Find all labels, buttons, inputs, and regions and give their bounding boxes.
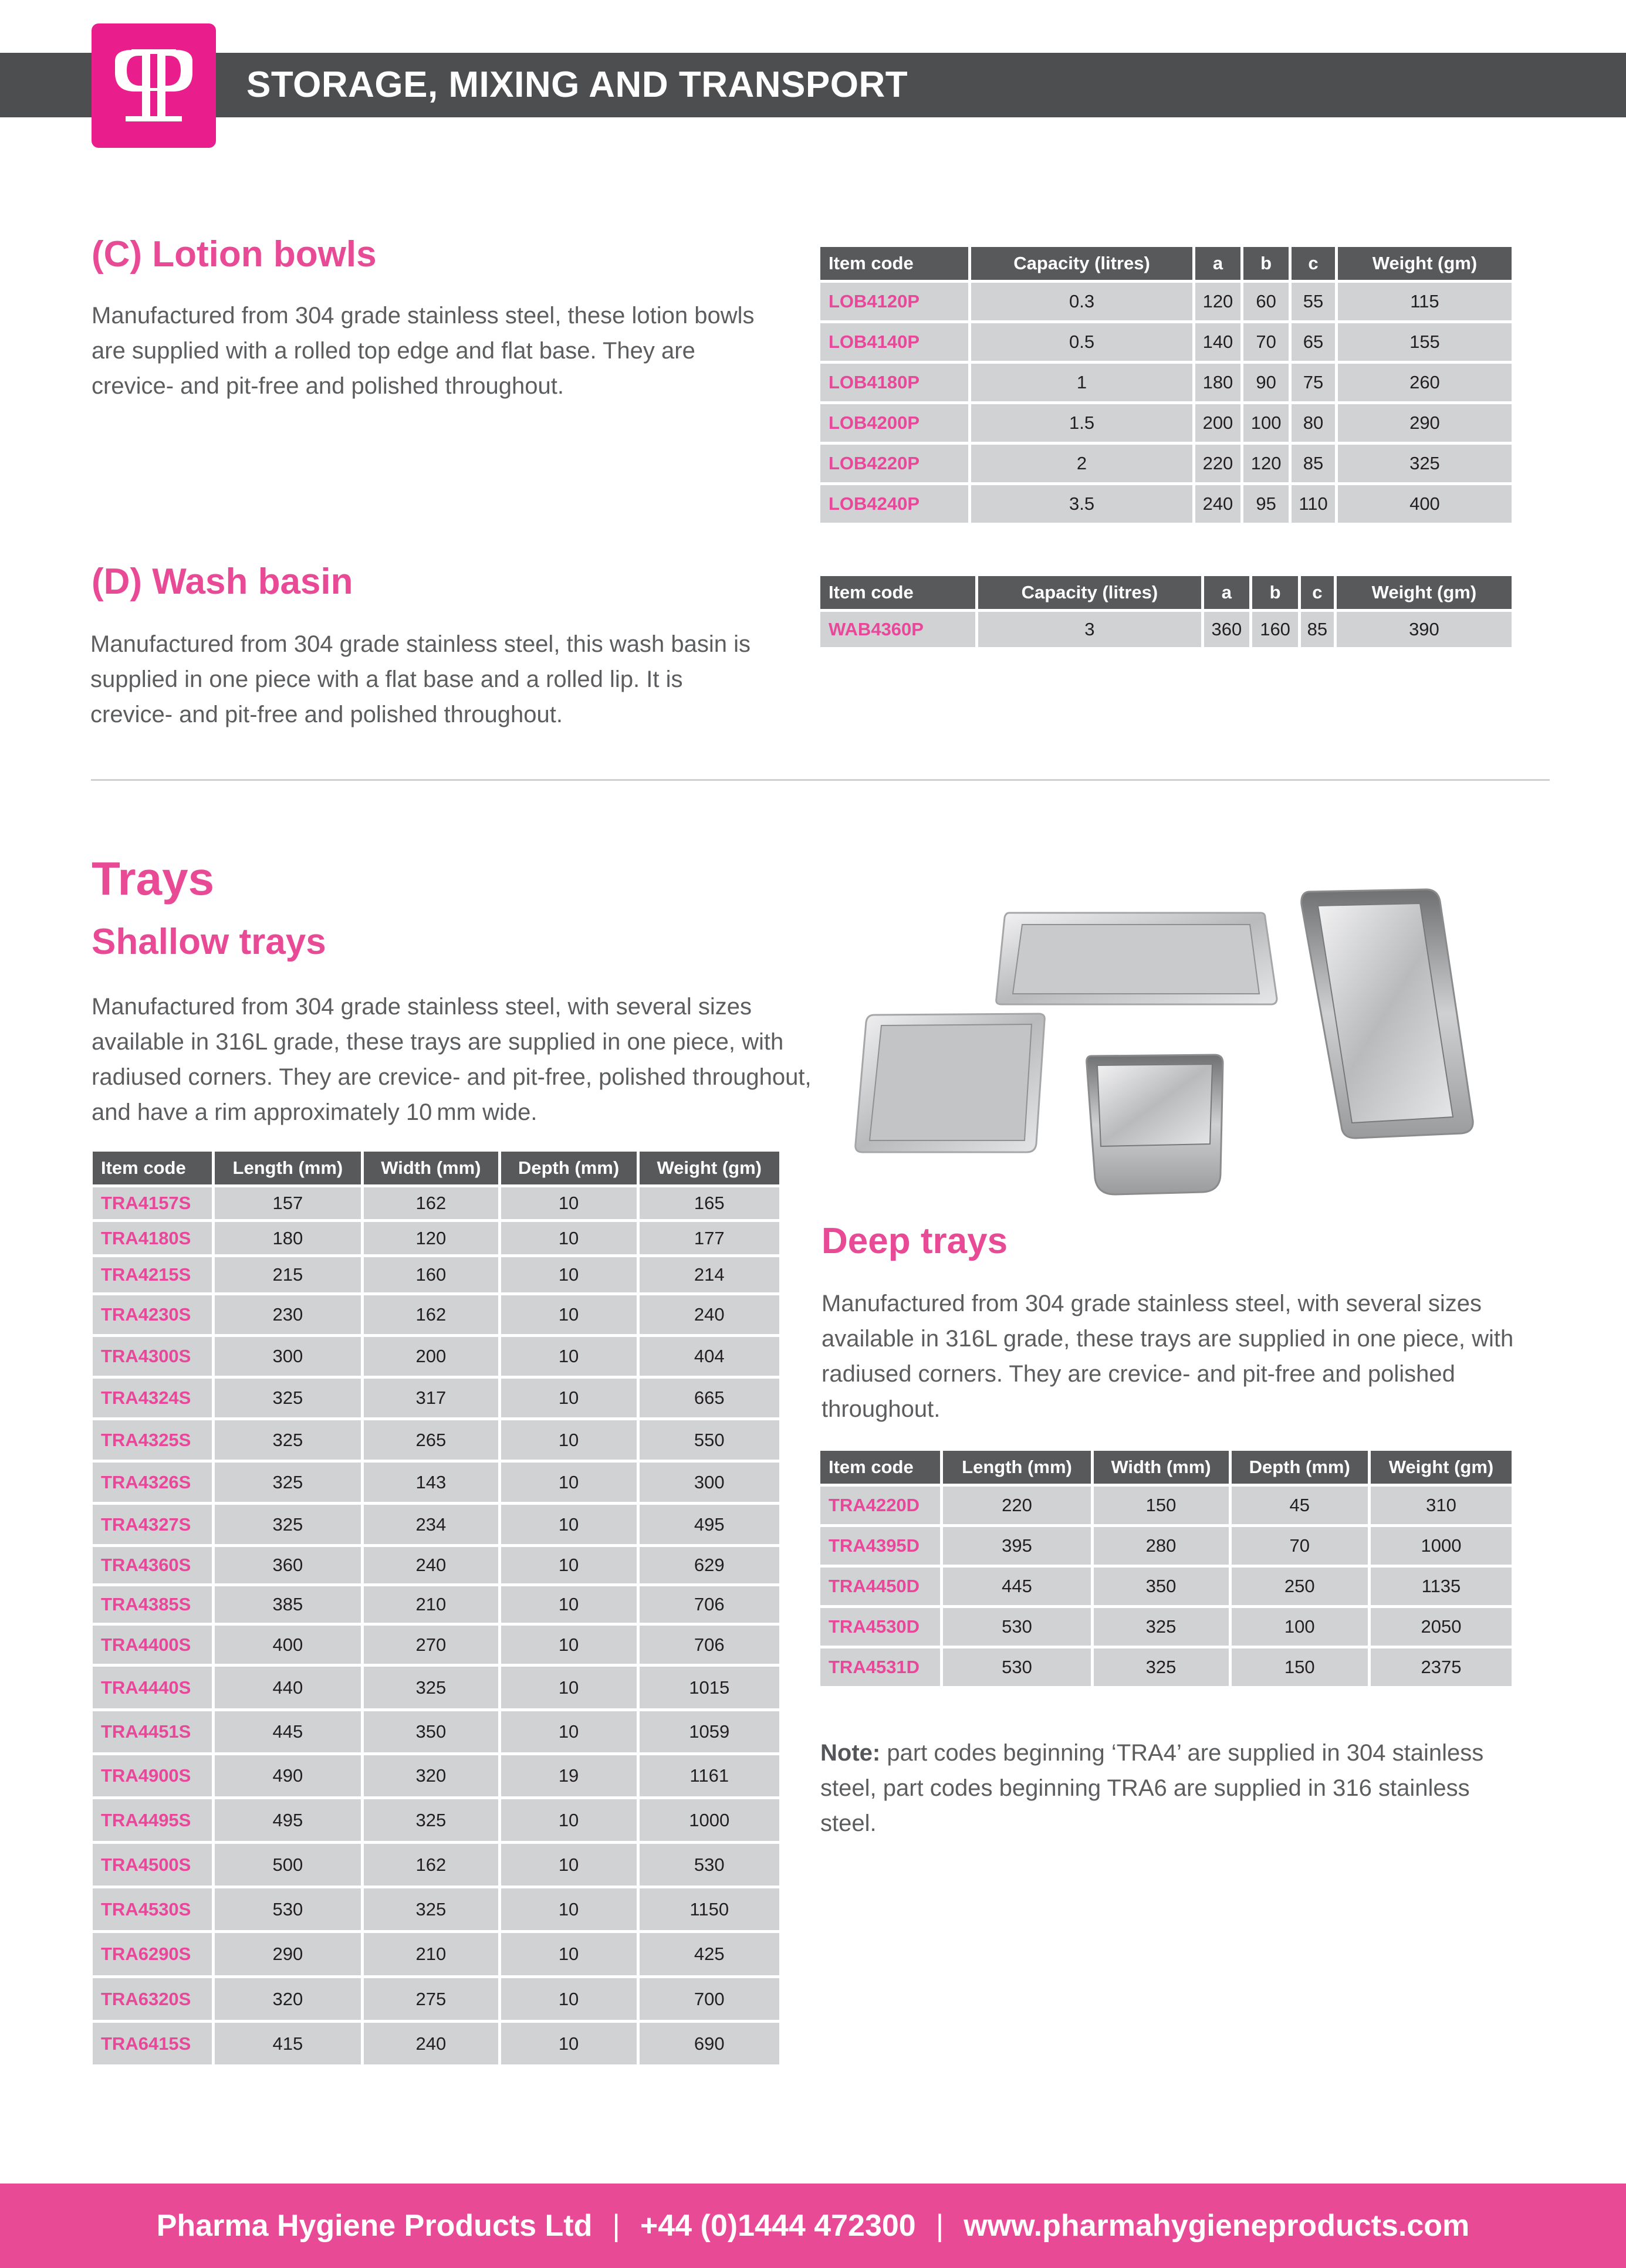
column-header: b <box>1243 247 1289 280</box>
value-cell: 10 <box>501 1844 637 1886</box>
value-cell: 240 <box>1195 485 1240 523</box>
column-header: Weight (gm) <box>1337 576 1512 609</box>
table-row <box>93 1257 779 1292</box>
shallow-trays-description: Manufactured from 304 grade stainless steel, with several sizes available in 316L grade, these trays are supplied in one piece, with radiused corners. They are crevice- and pit-free, polished throughout, and have a rim approximately 10 mm wide. <box>92 994 812 1125</box>
deep-tray-small <box>1087 1055 1223 1194</box>
table-row <box>820 364 1512 401</box>
deep-trays-heading: Deep trays <box>822 1221 1008 1261</box>
table-row <box>93 1187 779 1219</box>
value-cell: 80 <box>1292 404 1335 442</box>
value-cell: 1059 <box>640 1711 780 1752</box>
value-cell: 325 <box>215 1463 361 1502</box>
value-cell: 160 <box>1252 612 1298 647</box>
value-cell: 425 <box>640 1933 780 1975</box>
column-header: a <box>1204 576 1250 609</box>
value-cell: 325 <box>215 1505 361 1544</box>
value-cell: 10 <box>501 1586 637 1623</box>
value-cell: 10 <box>501 1626 637 1664</box>
value-cell: 2 <box>971 445 1192 482</box>
value-cell: 325 <box>215 1420 361 1460</box>
value-cell: 690 <box>640 2023 780 2064</box>
value-cell: 10 <box>501 1711 637 1752</box>
item-code-cell: TRA6415S <box>93 2023 212 2064</box>
value-cell: 400 <box>215 1626 361 1664</box>
value-cell: 0.3 <box>971 283 1192 320</box>
value-cell: 1000 <box>640 1799 780 1841</box>
table-row <box>820 445 1512 482</box>
value-cell: 200 <box>1195 404 1240 442</box>
value-cell: 325 <box>364 1888 498 1930</box>
item-code-cell: TRA4530D <box>820 1608 940 1646</box>
value-cell: 260 <box>1338 364 1512 401</box>
item-code-cell: TRA4440S <box>93 1667 212 1708</box>
value-cell: 90 <box>1243 364 1289 401</box>
value-cell: 1150 <box>640 1888 780 1930</box>
table-row <box>93 1667 779 1708</box>
item-code-cell: TRA4450D <box>820 1568 940 1605</box>
table-row <box>93 1505 779 1544</box>
wash-basin-table <box>817 573 1515 650</box>
column-header: c <box>1301 576 1334 609</box>
value-cell: 2050 <box>1371 1608 1512 1646</box>
lotion-bowls-table <box>817 244 1515 526</box>
column-header: b <box>1252 576 1298 609</box>
footer-company: Pharma Hygiene Products Ltd <box>156 2209 593 2243</box>
value-cell: 10 <box>501 1222 637 1254</box>
value-cell: 10 <box>501 1379 637 1417</box>
item-code-cell: TRA4157S <box>93 1187 212 1219</box>
value-cell: 85 <box>1292 445 1335 482</box>
note-label: Note: <box>820 1740 881 1766</box>
value-cell: 0.5 <box>971 323 1192 361</box>
column-header: Item code <box>820 247 968 280</box>
value-cell: 95 <box>1243 485 1289 523</box>
column-header: Item code <box>820 576 975 609</box>
table-row <box>820 1608 1512 1646</box>
table-row <box>820 612 1512 647</box>
value-cell: 10 <box>501 1547 637 1583</box>
column-header: Width (mm) <box>1094 1451 1229 1484</box>
value-cell: 10 <box>501 1337 637 1376</box>
footer-separator: | <box>612 2209 620 2243</box>
value-cell: 1 <box>971 364 1192 401</box>
table-row <box>93 1933 779 1975</box>
value-cell: 280 <box>1094 1527 1229 1565</box>
value-cell: 230 <box>215 1295 361 1334</box>
value-cell: 150 <box>1094 1487 1229 1524</box>
value-cell: 495 <box>640 1505 780 1544</box>
value-cell: 10 <box>501 1257 637 1292</box>
value-cell: 325 <box>1094 1608 1229 1646</box>
value-cell: 530 <box>943 1648 1090 1686</box>
value-cell: 300 <box>215 1337 361 1376</box>
value-cell: 325 <box>364 1799 498 1841</box>
value-cell: 3 <box>978 612 1201 647</box>
value-cell: 10 <box>501 1667 637 1708</box>
table-row <box>93 1379 779 1417</box>
table-row <box>93 1295 779 1334</box>
value-cell: 162 <box>364 1295 498 1334</box>
value-cell: 210 <box>364 1586 498 1623</box>
table-header-row <box>93 1152 779 1184</box>
item-code-cell: TRA4327S <box>93 1505 212 1544</box>
value-cell: 210 <box>364 1933 498 1975</box>
value-cell: 530 <box>215 1888 361 1930</box>
value-cell: 325 <box>1094 1648 1229 1686</box>
value-cell: 177 <box>640 1222 780 1254</box>
column-header: c <box>1292 247 1335 280</box>
table-row <box>820 1568 1512 1605</box>
value-cell: 325 <box>364 1667 498 1708</box>
value-cell: 115 <box>1338 283 1512 320</box>
value-cell: 10 <box>501 1978 637 2020</box>
column-header: Length (mm) <box>943 1451 1090 1484</box>
value-cell: 120 <box>1243 445 1289 482</box>
item-code-cell: TRA4395D <box>820 1527 940 1565</box>
value-cell: 162 <box>364 1844 498 1886</box>
footer-phone[interactable]: +44 (0)1444 472300 <box>640 2209 916 2243</box>
table-row <box>820 1527 1512 1565</box>
trays-heading: Trays <box>92 852 215 905</box>
item-code-cell: TRA4326S <box>93 1463 212 1502</box>
value-cell: 290 <box>1338 404 1512 442</box>
item-code-cell: TRA4215S <box>93 1257 212 1292</box>
item-code-cell: TRA4180S <box>93 1222 212 1254</box>
value-cell: 85 <box>1301 612 1334 647</box>
column-header: Weight (gm) <box>1338 247 1512 280</box>
value-cell: 180 <box>1195 364 1240 401</box>
item-code-cell: TRA4451S <box>93 1711 212 1752</box>
value-cell: 10 <box>501 1187 637 1219</box>
table-row <box>93 1888 779 1930</box>
table-header-row <box>820 576 1512 609</box>
item-code-cell: TRA6290S <box>93 1933 212 1975</box>
value-cell: 100 <box>1243 404 1289 442</box>
value-cell: 70 <box>1243 323 1289 361</box>
value-cell: 10 <box>501 1505 637 1544</box>
wash-basin-description: Manufactured from 304 grade stainless steel, this wash basin is supplied in one piece with a flat base and a rolled lip. It is crevice- and pit-free and polished throughout. <box>90 631 751 727</box>
value-cell: 155 <box>1338 323 1512 361</box>
footer-contact <box>0 2184 1626 2268</box>
footer-separator: | <box>935 2209 944 2243</box>
item-code-cell: TRA4230S <box>93 1295 212 1334</box>
value-cell: 445 <box>215 1711 361 1752</box>
value-cell: 10 <box>501 1420 637 1460</box>
table-row <box>93 1420 779 1460</box>
section-divider <box>91 779 1550 781</box>
column-header: Weight (gm) <box>1371 1451 1512 1484</box>
column-header: Weight (gm) <box>640 1152 780 1184</box>
value-cell: 385 <box>215 1586 361 1623</box>
value-cell: 275 <box>364 1978 498 2020</box>
column-header: Item code <box>93 1152 212 1184</box>
value-cell: 10 <box>501 1799 637 1841</box>
value-cell: 200 <box>364 1337 498 1376</box>
value-cell: 500 <box>215 1844 361 1886</box>
table-row <box>820 485 1512 523</box>
value-cell: 165 <box>640 1187 780 1219</box>
value-cell: 240 <box>640 1295 780 1334</box>
shallow-trays-heading: Shallow trays <box>92 922 326 962</box>
item-code-cell: TRA4300S <box>93 1337 212 1376</box>
value-cell: 530 <box>640 1844 780 1886</box>
value-cell: 140 <box>1195 323 1240 361</box>
value-cell: 350 <box>364 1711 498 1752</box>
item-code-cell: LOB4220P <box>820 445 968 482</box>
item-code-cell: LOB4140P <box>820 323 968 361</box>
item-code-cell: TRA4325S <box>93 1420 212 1460</box>
table-row <box>93 2023 779 2064</box>
table-row <box>820 404 1512 442</box>
value-cell: 60 <box>1243 283 1289 320</box>
column-header: Capacity (litres) <box>978 576 1201 609</box>
value-cell: 390 <box>1337 612 1512 647</box>
item-code-cell: LOB4180P <box>820 364 968 401</box>
table-row <box>820 283 1512 320</box>
value-cell: 320 <box>364 1755 498 1796</box>
value-cell: 45 <box>1232 1487 1368 1524</box>
value-cell: 706 <box>640 1586 780 1623</box>
item-code-cell: TRA4324S <box>93 1379 212 1417</box>
value-cell: 360 <box>1204 612 1250 647</box>
item-code-cell: WAB4360P <box>820 612 975 647</box>
table-row <box>93 1711 779 1752</box>
value-cell: 300 <box>640 1463 780 1502</box>
table-row <box>820 1648 1512 1686</box>
column-header: Width (mm) <box>364 1152 498 1184</box>
value-cell: 234 <box>364 1505 498 1544</box>
value-cell: 55 <box>1292 283 1335 320</box>
value-cell: 495 <box>215 1799 361 1841</box>
value-cell: 240 <box>364 2023 498 2064</box>
column-header: a <box>1195 247 1240 280</box>
trays-photo <box>839 868 1543 1209</box>
value-cell: 240 <box>364 1547 498 1583</box>
value-cell: 3.5 <box>971 485 1192 523</box>
deep-trays-table <box>817 1448 1515 1689</box>
table-row <box>93 1337 779 1376</box>
stainless-trays-image <box>839 868 1543 1209</box>
table-row <box>820 323 1512 361</box>
value-cell: 490 <box>215 1755 361 1796</box>
lotion-bowls-description: Manufactured from 304 grade stainless steel, these lotion bowls are supplied with a rolled top edge and flat base. They are crevice- and pit-free and polished throughout. <box>92 303 755 399</box>
column-header: Capacity (litres) <box>971 247 1192 280</box>
value-cell: 445 <box>943 1568 1090 1605</box>
value-cell: 404 <box>640 1337 780 1376</box>
value-cell: 360 <box>215 1547 361 1583</box>
value-cell: 250 <box>1232 1568 1368 1605</box>
item-code-cell: TRA4385S <box>93 1586 212 1623</box>
value-cell: 19 <box>501 1755 637 1796</box>
value-cell: 325 <box>1338 445 1512 482</box>
value-cell: 310 <box>1371 1487 1512 1524</box>
value-cell: 143 <box>364 1463 498 1502</box>
value-cell: 120 <box>1195 283 1240 320</box>
value-cell: 215 <box>215 1257 361 1292</box>
value-cell: 415 <box>215 2023 361 2064</box>
item-code-cell: TRA4400S <box>93 1626 212 1664</box>
value-cell: 320 <box>215 1978 361 2020</box>
table-header-row <box>820 247 1512 280</box>
item-code-cell: TRA6320S <box>93 1978 212 2020</box>
value-cell: 440 <box>215 1667 361 1708</box>
column-header: Item code <box>820 1451 940 1484</box>
value-cell: 65 <box>1292 323 1335 361</box>
value-cell: 325 <box>215 1379 361 1417</box>
value-cell: 10 <box>501 1295 637 1334</box>
table-row <box>93 1586 779 1623</box>
column-header: Depth (mm) <box>501 1152 637 1184</box>
pp-logo-icon <box>92 23 216 148</box>
value-cell: 214 <box>640 1257 780 1292</box>
shallow-tray-small <box>856 1014 1045 1152</box>
column-header: Depth (mm) <box>1232 1451 1368 1484</box>
table-header-row <box>820 1451 1512 1484</box>
value-cell: 10 <box>501 1888 637 1930</box>
table-row <box>93 1222 779 1254</box>
value-cell: 270 <box>364 1626 498 1664</box>
value-cell: 395 <box>943 1527 1090 1565</box>
company-logo <box>92 23 216 148</box>
value-cell: 400 <box>1338 485 1512 523</box>
value-cell: 317 <box>364 1379 498 1417</box>
item-code-cell: TRA4530S <box>93 1888 212 1930</box>
value-cell: 150 <box>1232 1648 1368 1686</box>
value-cell: 265 <box>364 1420 498 1460</box>
material-note <box>820 1735 1495 1841</box>
value-cell: 120 <box>364 1222 498 1254</box>
value-cell: 1000 <box>1371 1527 1512 1565</box>
item-code-cell: LOB4120P <box>820 283 968 320</box>
lotion-bowls-heading: (C) Lotion bowls <box>92 234 377 275</box>
value-cell: 162 <box>364 1187 498 1219</box>
shallow-trays-table <box>90 1149 782 2067</box>
shallow-tray-large <box>996 913 1277 1004</box>
table-row <box>93 1799 779 1841</box>
table-row <box>93 1547 779 1583</box>
table-row <box>93 1626 779 1664</box>
value-cell: 1015 <box>640 1667 780 1708</box>
deep-tray-long <box>1302 889 1473 1138</box>
table-row <box>93 1463 779 1502</box>
value-cell: 180 <box>215 1222 361 1254</box>
value-cell: 70 <box>1232 1527 1368 1565</box>
item-code-cell: TRA4500S <box>93 1844 212 1886</box>
value-cell: 160 <box>364 1257 498 1292</box>
deep-trays-description: Manufactured from 304 grade stainless steel, with several sizes available in 316L grade, these trays are supplied in one piece, with radiused corners. They are crevice- and pit-free and polished throughout. <box>822 1291 1514 1422</box>
value-cell: 10 <box>501 1463 637 1502</box>
table-row <box>93 1978 779 2020</box>
column-header: Length (mm) <box>215 1152 361 1184</box>
value-cell: 110 <box>1292 485 1335 523</box>
value-cell: 157 <box>215 1187 361 1219</box>
page-title: STORAGE, MIXING AND TRANSPORT <box>246 65 908 105</box>
value-cell: 530 <box>943 1608 1090 1646</box>
value-cell: 2375 <box>1371 1648 1512 1686</box>
value-cell: 75 <box>1292 364 1335 401</box>
note-text: part codes beginning ‘TRA4’ are supplied in 304 stainless steel, part codes beginning TRA6 are supplied in 316 stainless steel. <box>820 1740 1484 1836</box>
value-cell: 10 <box>501 1933 637 1975</box>
item-code-cell: LOB4240P <box>820 485 968 523</box>
value-cell: 1.5 <box>971 404 1192 442</box>
value-cell: 700 <box>640 1978 780 2020</box>
value-cell: 350 <box>1094 1568 1229 1605</box>
footer-website[interactable]: www.pharmahygieneproducts.com <box>964 2209 1470 2243</box>
value-cell: 665 <box>640 1379 780 1417</box>
table-row <box>93 1755 779 1796</box>
item-code-cell: TRA4495S <box>93 1799 212 1841</box>
item-code-cell: TRA4220D <box>820 1487 940 1524</box>
value-cell: 100 <box>1232 1608 1368 1646</box>
item-code-cell: TRA4360S <box>93 1547 212 1583</box>
value-cell: 220 <box>1195 445 1240 482</box>
value-cell: 1161 <box>640 1755 780 1796</box>
value-cell: 290 <box>215 1933 361 1975</box>
value-cell: 550 <box>640 1420 780 1460</box>
item-code-cell: TRA4531D <box>820 1648 940 1686</box>
wash-basin-heading: (D) Wash basin <box>92 561 353 602</box>
value-cell: 220 <box>943 1487 1090 1524</box>
value-cell: 706 <box>640 1626 780 1664</box>
table-row <box>93 1844 779 1886</box>
value-cell: 629 <box>640 1547 780 1583</box>
value-cell: 10 <box>501 2023 637 2064</box>
item-code-cell: TRA4900S <box>93 1755 212 1796</box>
value-cell: 1135 <box>1371 1568 1512 1605</box>
item-code-cell: LOB4200P <box>820 404 968 442</box>
table-row <box>820 1487 1512 1524</box>
